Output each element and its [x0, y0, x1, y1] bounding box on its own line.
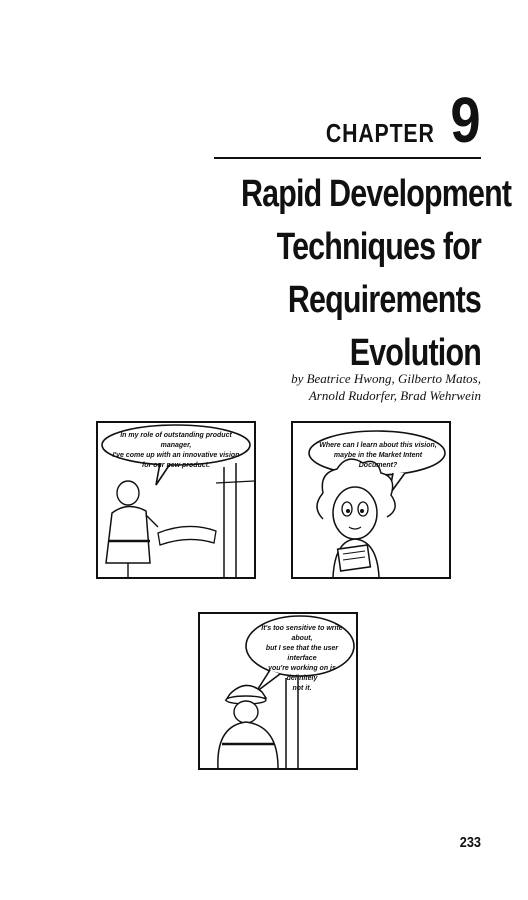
title-line-4: Evolution [349, 332, 481, 374]
speech-bubble-3 [252, 624, 352, 694]
heading-rule [214, 157, 481, 159]
speech-line: maybe in the Market Intent Document? [333, 452, 423, 469]
title-line-1: Rapid Development [241, 173, 512, 215]
comic-panel-3 [198, 612, 358, 770]
page-number: 233 [459, 834, 481, 851]
chapter-heading [302, 84, 481, 156]
chapter-authors [291, 370, 481, 404]
speech-line: I've come up with an innovative vision [112, 452, 240, 459]
speech-line: you're working on is definitely [268, 665, 336, 682]
chapter-number: 9 [450, 84, 481, 156]
title-line-3: Requirements [287, 279, 481, 321]
speech-line: not it. [292, 685, 312, 692]
title-line-2: Techniques for [276, 226, 481, 268]
chapter-label: CHAPTER [326, 118, 435, 148]
speech-line: It's too sensitive to write about, [261, 625, 343, 642]
speech-bubble-2 [317, 441, 439, 471]
speech-line: In my role of outstanding product manager, [120, 432, 232, 449]
chapter-title [181, 168, 512, 380]
authors-line-2: Arnold Rudorfer, Brad Wehrwein [308, 388, 481, 403]
speech-bubble-1 [106, 431, 246, 471]
comic-panel-2 [291, 421, 451, 579]
comic-panel-1 [96, 421, 256, 579]
speech-line: Where can I learn about this vision, [319, 442, 437, 449]
speech-line: but I see that the user interface [265, 645, 339, 662]
authors-line-1: by Beatrice Hwong, Gilberto Matos, [291, 371, 481, 386]
speech-line: for our new product. [141, 462, 211, 469]
